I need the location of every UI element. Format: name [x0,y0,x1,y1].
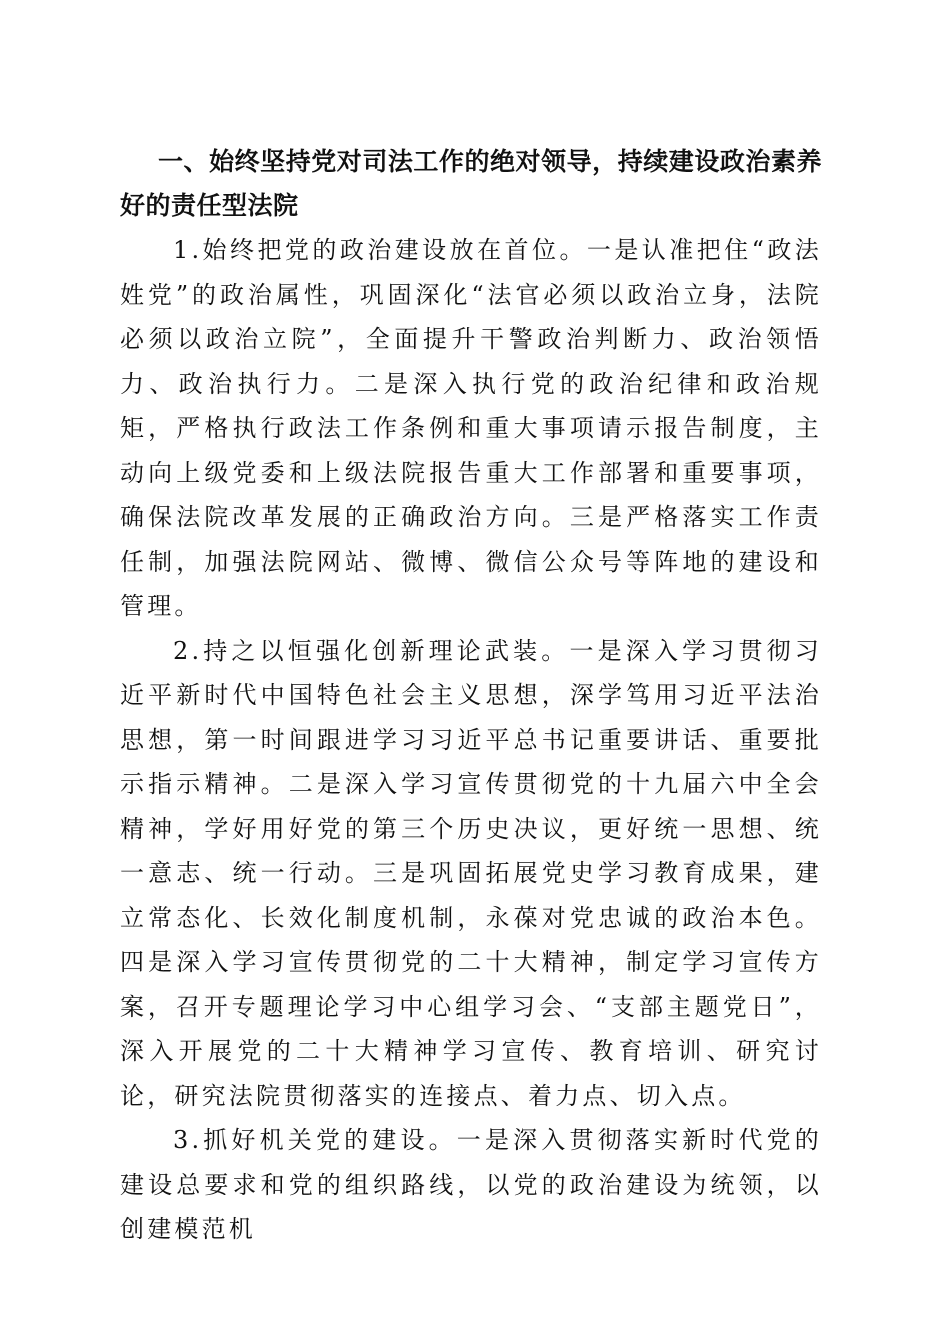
paragraph-3: 3.抓好机关党的建设。一是深入贯彻落实新时代党的建设总要求和党的组织路线，以党的政治建设为统领，以创建模范机 [120,1126,822,1243]
document-body [120,140,822,1252]
paragraph-2: 2.持之以恒强化创新理论武装。一是深入学习贯彻习近平新时代中国特色社会主义思想，深学笃用习近平法治思想，第一时间跟进学习习近平总书记重要讲话、重要批示指示精神。二是深入学习宣传贯彻党的十九届六中全会精神，学好用好党的第三个历史决议，更好统一思想、统一意志、统一行动。三是巩固拓展党史学习教育成果，建立常态化、长效化制度机制，永葆对党忠诚的政治本色。四是深入学习宣传贯彻党的二十大精神，制定学习宣传方案，召开专题理论学习中心组学习会、“支部主题党日”，深入开展党的二十大精神学习宣传、教育培训、研究讨论，研究法院贯彻落实的连接点、着力点、切入点。 [120,636,822,1110]
section-heading: 一、始终坚持党对司法工作的绝对领导，持续建设政治素养好的责任型法院 [120,147,822,220]
paragraph-1: 1.始终把党的政治建设放在首位。一是认准把住“政法姓党”的政治属性，巩固深化“法官必须以政治立身，法院必须以政治立院”，全面提升干警政治判断力、政治领悟力、政治执行力。二是深入执行党的政治纪律和政治规矩，严格执行政法工作条例和重大事项请示报告制度，主动向上级党委和上级法院报告重大工作部署和重要事项，确保法院改革发展的正确政治方向。三是严格落实工作责任制，加强法院网站、微博、微信公众号等阵地的建设和管理。 [120,236,822,620]
